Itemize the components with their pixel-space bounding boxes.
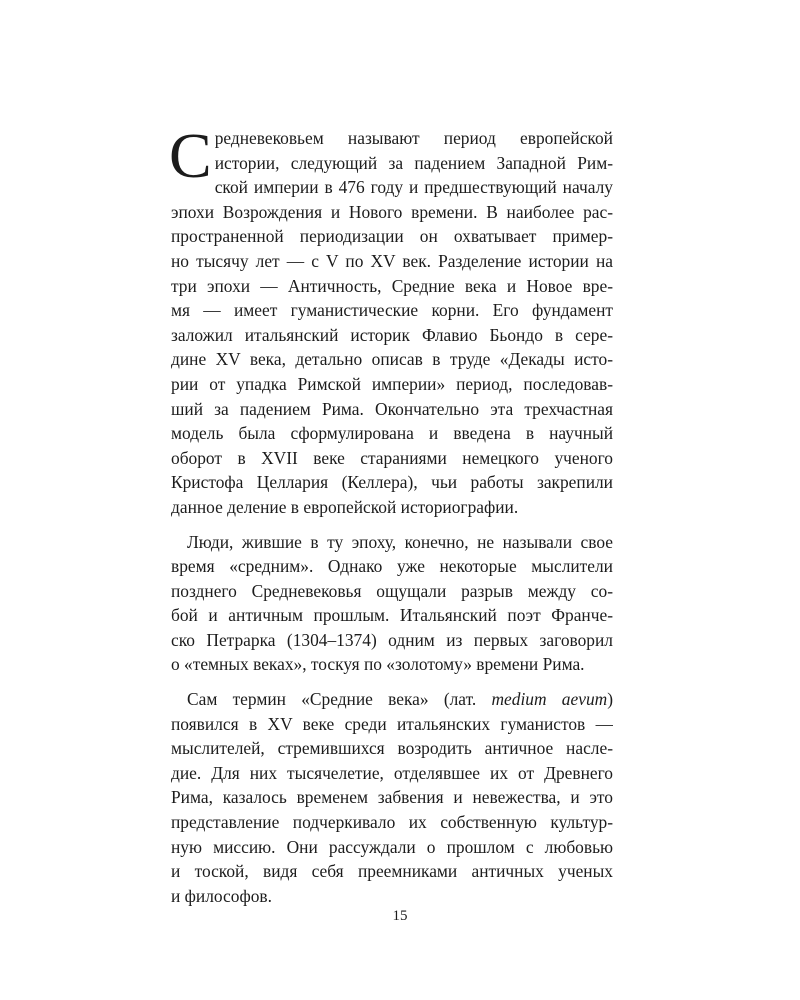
text-line: мя — имеет гуманистические корни. Его фундамент xyxy=(171,300,613,321)
text-line: Рима, казалось временем забвения и невежества, и это xyxy=(171,787,613,808)
page-number: 15 xyxy=(392,908,408,924)
text-run: ) xyxy=(607,689,613,710)
drop-cap: С xyxy=(169,120,212,191)
text-line: Люди, жившие в ту эпоху, конечно, не называли свое xyxy=(187,531,613,552)
text-line: модель была сформулирована и введена в научный xyxy=(171,423,613,444)
text-line: и философов. xyxy=(171,885,272,906)
text-line: Кристофа Целлария (Келлера), чьи работы закрепили xyxy=(171,472,613,493)
text-run: Сам термин «Средние века» (лат. xyxy=(187,689,492,710)
text-line: позднего Средневековья ощущали разрыв между со- xyxy=(171,580,613,601)
text-line: мыслителей, стремившихся возродить античное насле- xyxy=(171,738,613,759)
text-line: рии от упадка Римской империи» период, последовав- xyxy=(171,373,613,394)
text-line: данное деление в европейской историографии. xyxy=(171,496,519,517)
text-line: три эпохи — Античность, Средние века и Новое вре- xyxy=(171,275,613,296)
text-line: ско Петрарка (1304–1374) одним из первых заговорил xyxy=(171,629,613,650)
text-line: эпохи Возрождения и Нового времени. В наиболее рас- xyxy=(171,201,613,222)
text-line: бой и античным прошлым. Итальянский поэт Франче- xyxy=(171,605,613,626)
body-text xyxy=(169,120,613,908)
latin-term: medium aevum xyxy=(491,689,608,710)
paragraph-2 xyxy=(171,530,613,678)
text-line: ший за падением Рима. Окончательно эта трехчастная xyxy=(171,398,613,419)
text-line: время «средним». Однако уже некоторые мыслители xyxy=(171,556,613,577)
text-line: ную миссию. Они рассуждали о прошлом с любовью xyxy=(171,836,613,857)
text-line: и тоской, видя себя преемниками античных ученых xyxy=(171,861,613,882)
text-line: оборот в XVII веке стараниями немецкого ученого xyxy=(171,447,613,468)
text-line: но тысячу лет — с V по XV век. Разделение истории на xyxy=(171,250,613,271)
text-line: ской империи в 476 году и предшествующий началу xyxy=(214,177,613,198)
paragraph-1 xyxy=(169,120,613,520)
text-line: пространенной периодизации он охватывает пример- xyxy=(171,226,613,247)
text-line: редневековьем называют период европейской xyxy=(214,128,613,148)
text-line: истории, следующий за падением Западной Рим- xyxy=(214,152,613,173)
text-line: заложил итальянский историк Флавио Бьондо в сере- xyxy=(171,324,613,345)
text-line xyxy=(171,687,613,712)
text-line: появился в XV веке среди итальянских гуманистов — xyxy=(171,713,613,734)
text-line: представление подчеркивало их собственную культур- xyxy=(171,812,613,833)
text-line: дине XV века, детально описав в труде «Декады исто- xyxy=(171,349,613,370)
text-line: дие. Для них тысячелетие, отделявшее их от Древнего xyxy=(171,762,613,783)
text-line: о «темных веках», тоскуя по «золотому» времени Рима. xyxy=(171,654,585,675)
paragraph-3 xyxy=(171,687,613,908)
